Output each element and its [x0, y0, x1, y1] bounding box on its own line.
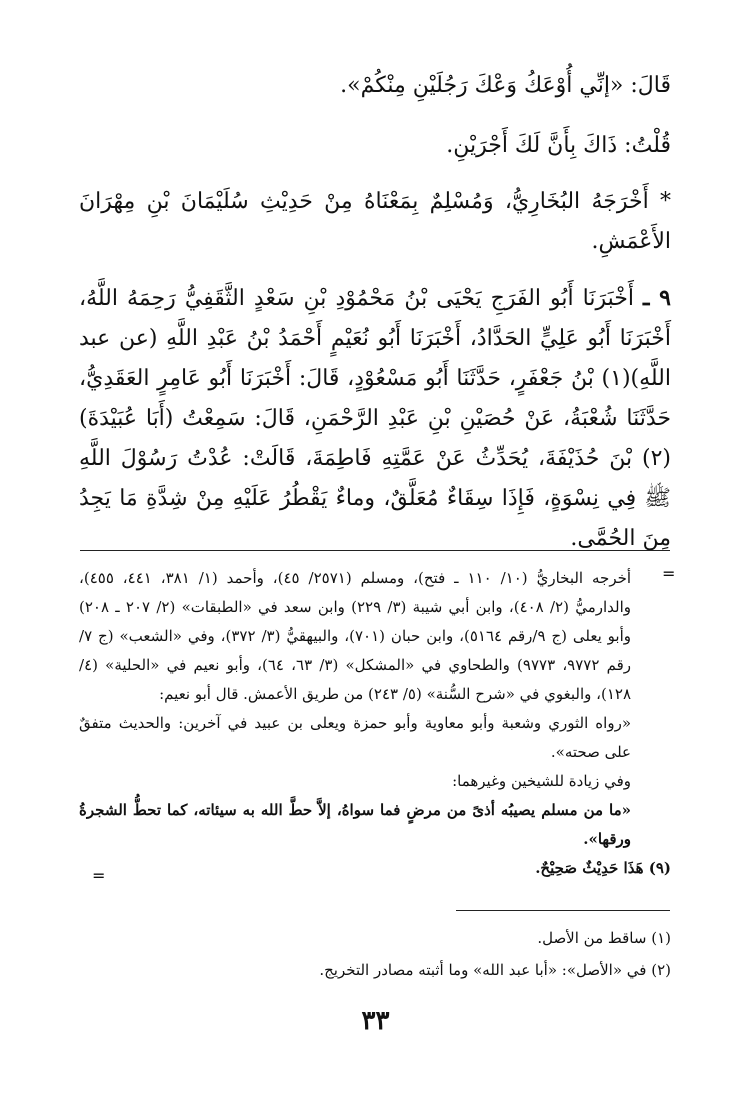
footnotes-separator	[456, 910, 670, 911]
footnote-1	[79, 924, 671, 953]
takhrij-notes	[79, 564, 671, 883]
hadith-paragraph	[79, 278, 671, 559]
notes-quote: «رواه الثوري وشعبة وأبو معاوية وأبو حمزة ويعلى بن عبيد في آخرين: والحديث متفقٌ على صحته».	[79, 714, 631, 761]
text-line-2: قُلْتُ: ذَاكَ بِأَنَّ لَكَ أَجْرَيْنِ.	[446, 133, 671, 158]
footnote-2-number: (٢)	[651, 961, 671, 979]
continuation-marker-close: =	[92, 866, 106, 885]
grade-text: هَذَا حَدِيْثٌ صَحِيْحٌ.	[535, 859, 644, 877]
footnote-1-number: (١)	[651, 929, 671, 947]
hadith-grade	[79, 854, 671, 883]
hadith-number: ٩ ـ	[643, 285, 671, 311]
page-number: ٣٣	[361, 1006, 390, 1036]
footnote-2-text: في «الأصل»: «أبا عبد الله» وما أثبته مصادر التخريج.	[319, 961, 647, 979]
text-line-1: قَالَ: «إنِّي أُوْعَكُ وَعْكَ رَجُلَيْنِ مِنْكُمْ».	[340, 73, 671, 98]
notes-addition-label: وفي زيادة للشيخين وغيرهما:	[452, 772, 631, 790]
grade-number: (٩)	[648, 859, 671, 877]
hadith-text: أَخْبَرَنَا أَبُو الفَرَجِ يَحْيَى بْنُ مَحْمُوْدِ بْنِ سَعْدٍ الثَّقَفِيُّ رَحِمَهُ اللَّهُ، أَخْبَرَنَا أَبُو عَلِيٍّ الحَدَّادُ، أَخْبَرَنَا أَبُو نُعَيْمٍ أَحْمَدُ بْنُ عَبْدِ اللَّهِ (عن عبد اللَّهِ)(١) بْنُ جَعْفَرٍ، حَدَّثَنَا أَبُو مَسْعُوْدٍ، قَالَ: أَخْبَرَنَا أَبُو عَامِرٍ العَقَدِيُّ، حَدَّثَنَا شُعْبَةُ، عَنْ حُصَيْنِ بْنِ عَبْدِ الرَّحْمَنِ، قَالَ: سَمِعْتُ (أَبَا عُبَيْدَةَ)(٢) بْنَ حُذَيْفَةَ، يُحَدِّثُ عَنْ عَمَّتِهِ فَاطِمَةَ، قَالَتْ: عُدْتُ رَسُوْلَ اللَّهِ ﷺ فِي نِسْوَةٍ، فَإِذَا سِقَاءٌ مُعَلَّقٌ، وماءٌ يَقْطُرُ عَلَيْهِ مِنْ شِدَّةِ مَا يَجِدُ مِنَ الحُمَّى.	[79, 286, 671, 551]
notes-sources: أخرجه البخاريُّ (١٠/ ١١٠ ـ فتح)، ومسلم (٢٥٧١/ ٤٥)، وأحمد (١/ ٣٨١، ٤٤١، ٤٥٥)، والدارميُّ (٢/ ٤٠٨)، وابن أبي شيبة (٣/ ٢٢٩) وابن سعد في «الطبقات» (٢/ ٢٠٧ ـ ٢٠٨) وأبو يعلى (ج ٩/رقم ٥١٦٤)، وابن حبان (٧٠١)، والبيهقيُّ (٣/ ٣٧٢)، وفي «الشعب» (ج ٧/رقم ٩٧٧٢، ٩٧٧٣) والطحاوي في «المشكل» (٣/ ٦٣، ٦٤)، وأبو نعيم في «الحلية» (٤/ ١٢٨)، والبغوي في «شرح السُّنة» (٥/ ٢٤٣) من طريق الأعمش. قال أبو نعيم:	[79, 569, 632, 703]
footnote-1-text: ساقط من الأصل.	[537, 929, 647, 947]
takhrij-summary: * أَخْرَجَهُ البُخَارِيُّ، وَمُسْلِمٌ بِمَعْنَاهُ مِنْ حَدِيْثِ سُلَيْمَانَ بْنِ مِهْرَانَ الأَعْمَشِ.	[79, 189, 671, 254]
notes-addition-text: «ما من مسلم يصيبُه أذىً من مرضٍ فما سواهُ، إلاَّ حطَّ الله به سيئاته، كما تحطُّ الشجرةُ ورقها».	[79, 801, 631, 848]
continuation-marker-open: =	[662, 564, 676, 583]
footnote-2	[79, 956, 671, 985]
notes-separator	[80, 550, 670, 551]
